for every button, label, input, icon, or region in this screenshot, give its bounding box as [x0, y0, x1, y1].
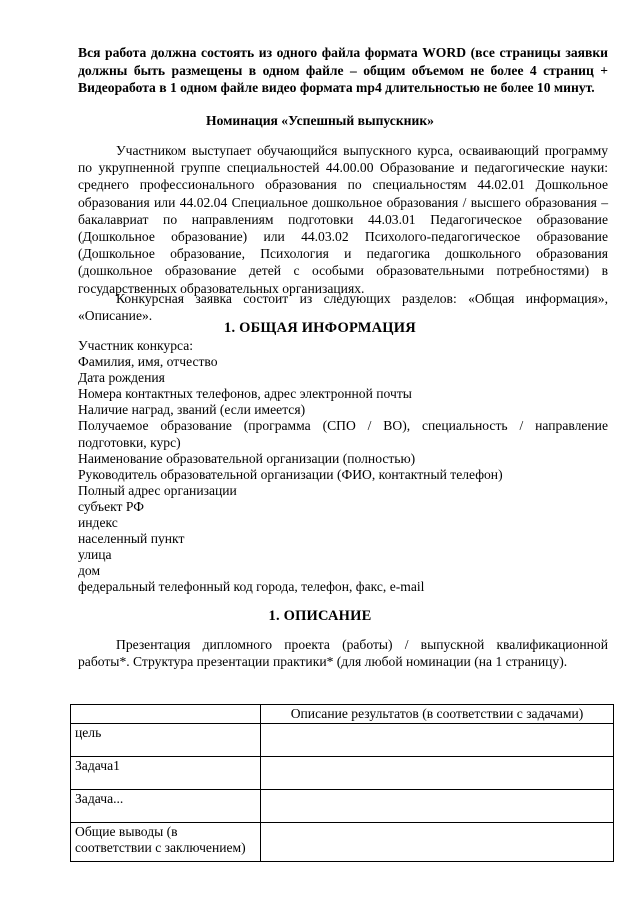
field-item: дом [78, 563, 101, 579]
table-cell [261, 724, 614, 757]
table-row-label: Задача... [71, 790, 261, 823]
table-row [71, 757, 614, 790]
field-item: Руководитель образовательной организации (ФИО, контактный телефон) [78, 466, 503, 482]
table-header-row [71, 705, 614, 724]
table-cell [261, 757, 614, 790]
nomination-title: Номинация «Успешный выпускник» [206, 113, 434, 128]
intro-requirements: Вся работа должна состоять из одного файла формата WORD (все страницы заявки должны быть размещены в одном файле – общим объемом не более 4 страниц + Видеоработа в 1 одном файле видео формата mp4 длительностью не более 10 минут. [78, 45, 608, 95]
table-header-cell [71, 705, 261, 724]
section-description-heading: 1. ОПИСАНИЕ [268, 608, 372, 624]
field-item: Наименование образовательной организации (полностью) [78, 450, 416, 466]
field-item: индекс [78, 515, 118, 531]
field-item: Полный адрес организации [78, 482, 237, 498]
table-row-label: Задача1 [71, 757, 261, 790]
field-item: Получаемое образование (программа (СПО / ВО), специальность / направление подготовки, курс) [78, 418, 608, 450]
table-row [71, 724, 614, 757]
field-item: Дата рождения [78, 370, 165, 386]
field-item: Фамилия, имя, отчество [78, 354, 218, 370]
table-cell [261, 823, 614, 862]
general-info-fields [78, 338, 608, 596]
table-row [71, 790, 614, 823]
table-row-label: Общие выводы (в соответствии с заключением) [71, 823, 261, 862]
table-row-label: цель [71, 724, 261, 757]
results-table [70, 704, 614, 862]
section-general-info-heading: 1. ОБЩАЯ ИНФОРМАЦИЯ [224, 320, 416, 336]
table-row [71, 823, 614, 862]
field-item: населенный пункт [78, 531, 185, 547]
table-cell [261, 790, 614, 823]
application-sections-note: Конкурсная заявка состоит из следующих разделов: «Общая информация», «Описание». [78, 291, 608, 324]
table-header-cell: Описание результатов (в соответствии с задачами) [261, 705, 614, 724]
field-item: субъект РФ [78, 498, 144, 514]
field-item: Номера контактных телефонов, адрес электронной почты [78, 386, 412, 402]
field-item: Наличие наград, званий (если имеется) [78, 402, 306, 418]
presentation-description: Презентация дипломного проекта (работы) / выпускной квалификационной работы*. Структура презентации практики* (для любой номинации (на 1 страницу). [78, 637, 608, 670]
field-item: улица [78, 547, 112, 563]
field-item: федеральный телефонный код города, телефон, факс, e-mail [78, 579, 425, 595]
field-item: Участник конкурса: [78, 338, 194, 353]
participant-description: Участником выступает обучающийся выпускного курса, осваивающий программу по укрупненной группе специальностей 44.00.00 Образование и педагогические науки: среднего профессионального образования по специальностям 44.02.01 Дошкольное образования или 44.02.04 Специальное дошкольное образования / высшего образования – бакалавриат по направлениям подготовки 44.03.01 Педагогическое образование (Дошкольное образование) или 44.03.02 Психолого-педагогическое образование (Дошкольное образование, Психология и педагогика дошкольного образования (дошкольное образование детей с особыми образовательными потребностями) в государственных образовательных организациях. [78, 143, 608, 296]
